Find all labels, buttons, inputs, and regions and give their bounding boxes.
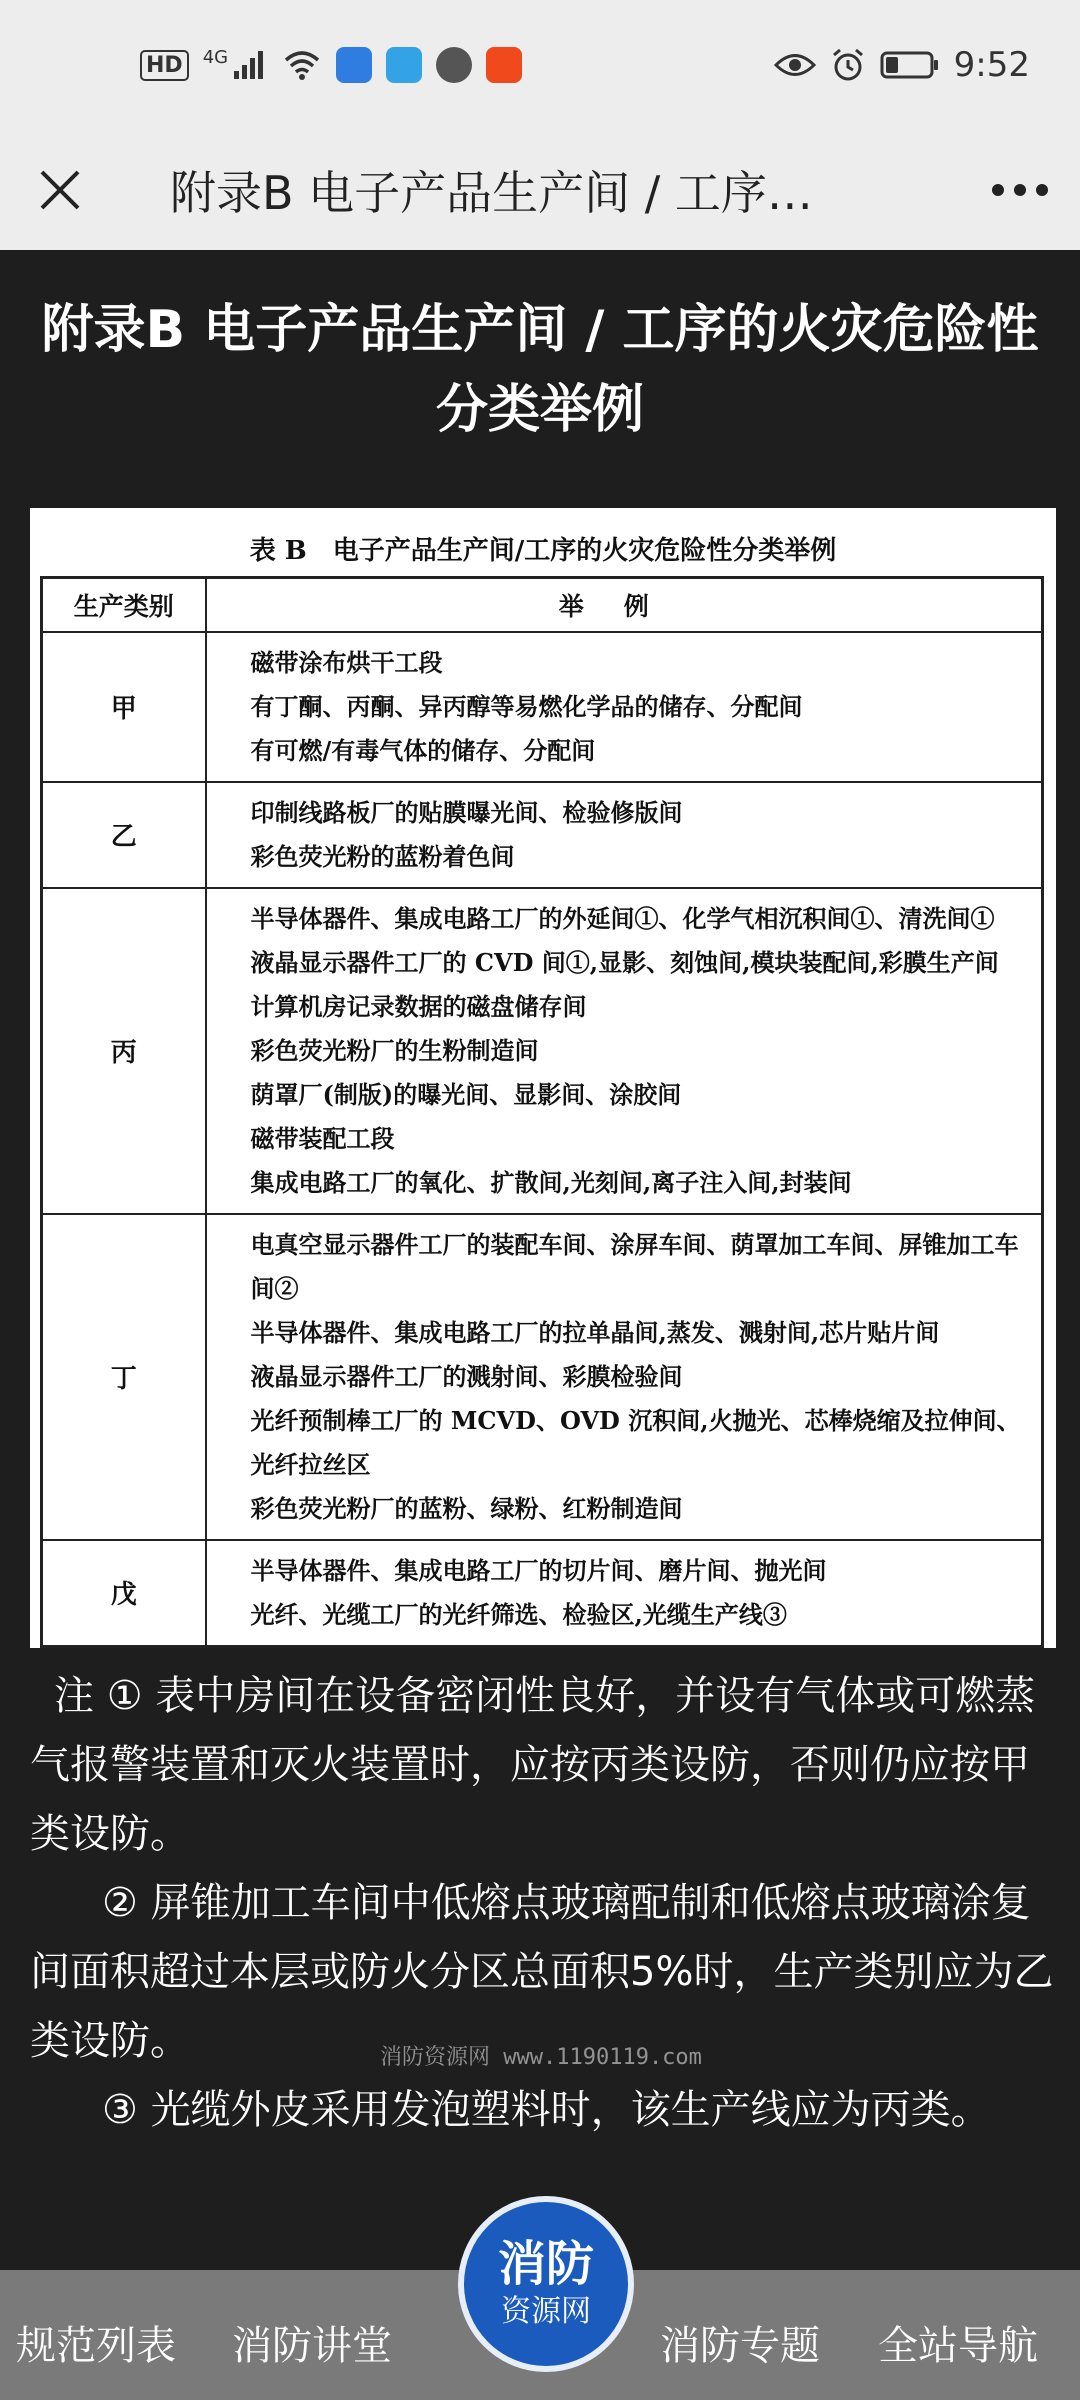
example-line: 有可燃/有毒气体的储存、分配间 bbox=[250, 735, 596, 765]
table-caption: 表 B 电子产品生产间/工序的火灾危险性分类举例 bbox=[249, 536, 837, 566]
examples-cell bbox=[206, 782, 1043, 888]
page-title: 附录B 电子产品生产间 / 工序… bbox=[170, 166, 813, 220]
example-line: 光纤预制棒工厂的 MCVD、OVD 沉积间,火抛光、芯棒烧缩及拉伸间、光纤拉丝区 bbox=[250, 1405, 1021, 1479]
nav-site-map[interactable]: 全站导航 bbox=[878, 2323, 1038, 2369]
example-line: 光纤、光缆工厂的光纤筛选、检验区,光缆生产线③ bbox=[250, 1599, 787, 1629]
example-line: 有丁酮、丙酮、异丙醇等易燃化学品的储存、分配间 bbox=[250, 691, 803, 721]
status-right bbox=[774, 45, 1030, 85]
fire-category-table bbox=[40, 576, 1044, 1648]
example-line: 电真空显示器件工厂的装配车间、涂屏车间、荫罩加工车间、屏锥加工车间② bbox=[250, 1229, 1019, 1303]
category-cell: 戊 bbox=[42, 1540, 206, 1647]
example-line: 印制线路板厂的贴膜曝光间、检验修版间 bbox=[250, 797, 683, 827]
mail-app-icon bbox=[486, 47, 522, 83]
table-image bbox=[30, 508, 1056, 1648]
battery-icon bbox=[880, 50, 940, 80]
browser-app-icon bbox=[386, 47, 422, 83]
camera-app-icon bbox=[436, 47, 472, 83]
example-line: 液晶显示器件工厂的 CVD 间①,显影、刻蚀间,模块装配间,彩膜生产间 bbox=[250, 947, 999, 977]
examples-cell bbox=[206, 632, 1043, 782]
table-row bbox=[42, 888, 1043, 1214]
table-header-row bbox=[42, 578, 1043, 632]
example-line: 集成电路工厂的氧化、扩散间,光刻间,离子注入间,封装间 bbox=[250, 1167, 852, 1197]
nav-lecture[interactable]: 消防讲堂 bbox=[232, 2323, 392, 2369]
logo-sub-text: 资源网 bbox=[501, 2294, 591, 2329]
header-category: 生产类别 bbox=[42, 578, 206, 632]
category-cell: 乙 bbox=[42, 782, 206, 888]
table-row bbox=[42, 632, 1043, 782]
signal-icon bbox=[232, 49, 268, 81]
category-cell: 甲 bbox=[42, 632, 206, 782]
header-examples: 举例 bbox=[206, 578, 1043, 632]
example-line: 彩色荧光粉厂的蓝粉、绿粉、红粉制造间 bbox=[250, 1493, 683, 1523]
examples-cell bbox=[206, 888, 1043, 1214]
table-row bbox=[42, 782, 1043, 888]
example-line: 磁带涂布烘干工段 bbox=[250, 647, 443, 677]
example-line: 磁带装配工段 bbox=[250, 1123, 395, 1153]
example-line: 半导体器件、集成电路工厂的拉单晶间,蒸发、溅射间,芯片贴片间 bbox=[250, 1317, 940, 1347]
examples-cell bbox=[206, 1214, 1043, 1540]
watermark: 消防资源网 www.1190119.com bbox=[380, 2045, 702, 2070]
note-2: ② 屏锥加工车间中低熔点玻璃配制和低熔点玻璃涂复间面积超过本层或防火分区总面积5%时，生产类别应为乙类设防。 bbox=[30, 1880, 1054, 2064]
more-button[interactable] bbox=[960, 130, 1080, 250]
category-cell: 丁 bbox=[42, 1214, 206, 1540]
example-line: 半导体器件、集成电路工厂的外延间①、化学气相沉积间①、清洗间① bbox=[250, 903, 995, 933]
nav-topics[interactable]: 消防专题 bbox=[660, 2323, 820, 2369]
status-left bbox=[140, 47, 522, 83]
alarm-icon bbox=[830, 47, 866, 83]
network-type: 4G bbox=[202, 46, 229, 68]
example-line: 半导体器件、集成电路工厂的切片间、磨片间、抛光间 bbox=[250, 1555, 827, 1585]
clock: 9:52 bbox=[953, 45, 1030, 85]
title-bar bbox=[0, 130, 1080, 250]
eye-icon bbox=[774, 50, 816, 80]
example-line: 计算机房记录数据的磁盘储存间 bbox=[250, 991, 587, 1021]
wifi-icon bbox=[282, 49, 322, 81]
logo-main-text: 消防 bbox=[497, 2236, 594, 2292]
hd-badge: HD bbox=[140, 50, 189, 81]
example-line: 彩色荧光粉厂的生粉制造间 bbox=[250, 1035, 539, 1065]
status-bar bbox=[0, 0, 1080, 130]
site-logo-button[interactable] bbox=[458, 2196, 634, 2372]
note-1: 注 ① 表中房间在设备密闭性良好，并设有气体或可燃蒸气报警装置和灭火装置时，应按丙类设防，否则仍应按甲类设防。 bbox=[30, 1673, 1036, 1857]
notes bbox=[30, 1662, 1060, 2145]
note-3: ③ 光缆外皮采用发泡塑料时，该生产线应为丙类。 bbox=[102, 2087, 991, 2133]
shield-app-icon bbox=[336, 47, 372, 83]
close-button[interactable] bbox=[0, 130, 120, 250]
example-line: 荫罩厂(制版)的曝光间、显影间、涂胶间 bbox=[250, 1079, 682, 1109]
close-icon bbox=[38, 168, 82, 212]
example-line: 液晶显示器件工厂的溅射间、彩膜检验间 bbox=[250, 1361, 683, 1391]
more-icon bbox=[990, 183, 1050, 197]
article-title: 附录B 电子产品生产间 / 工序的火灾危险性分类举例 bbox=[41, 300, 1039, 440]
nav-spec-list[interactable]: 规范列表 bbox=[16, 2323, 176, 2369]
table-row bbox=[42, 1540, 1043, 1647]
example-line: 彩色荧光粉的蓝粉着色间 bbox=[250, 841, 515, 871]
examples-cell bbox=[206, 1540, 1043, 1647]
category-cell: 丙 bbox=[42, 888, 206, 1214]
table-row bbox=[42, 1214, 1043, 1540]
